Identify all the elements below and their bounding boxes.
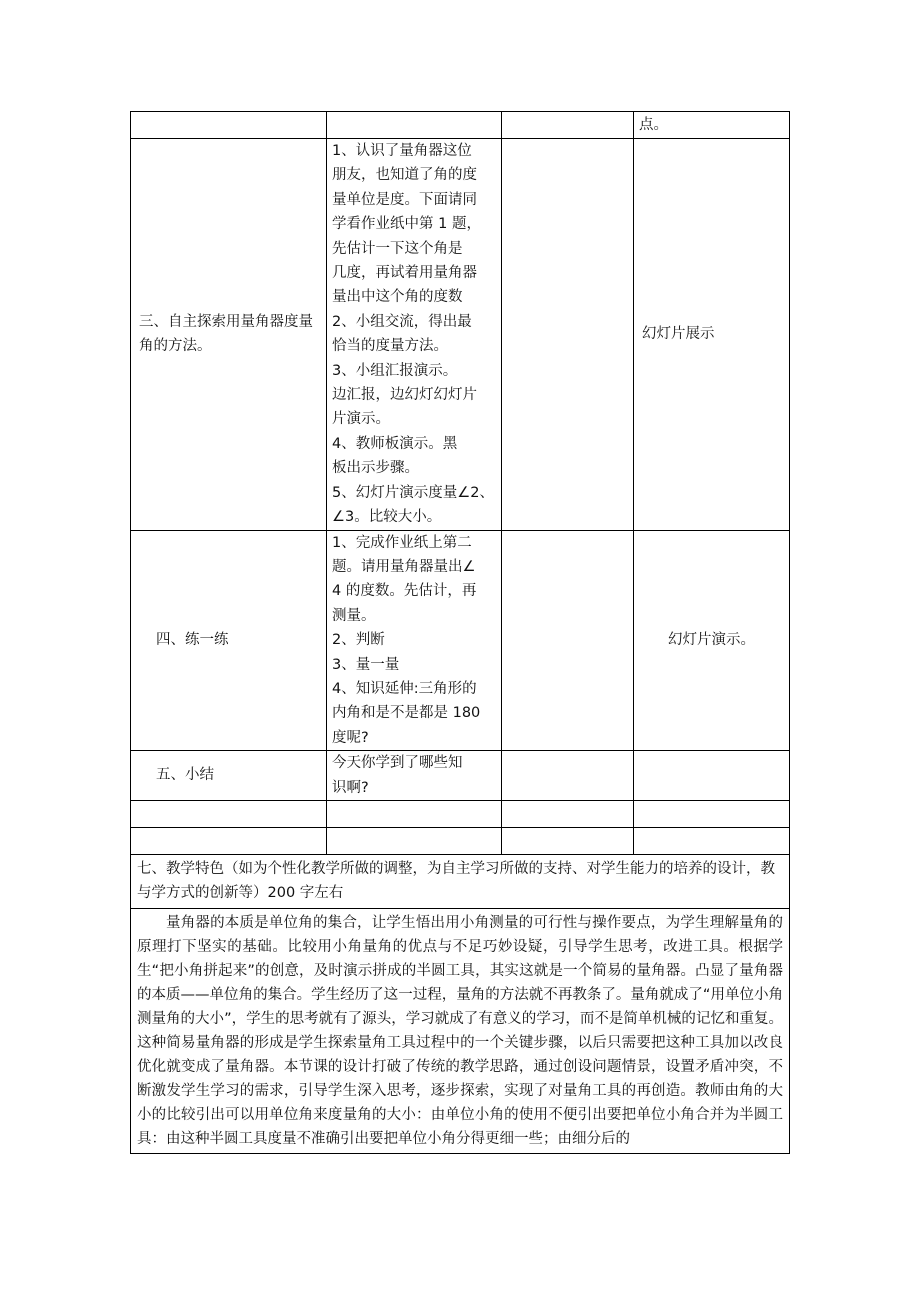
table-row-blank [131, 800, 790, 827]
table-row-section7-heading [131, 854, 790, 908]
cell-empty [634, 751, 790, 801]
table-row-blank [131, 827, 790, 854]
table-row-explore [131, 139, 790, 531]
cell-empty [502, 112, 634, 139]
stage-practice: 四、练一练 [131, 530, 327, 751]
stage-summary: 五、小结 [131, 751, 327, 801]
activities-explore: 1、认识了量角器这位 朋友，也知道了角的度 量单位是度。下面请同 学看作业纸中第 1 题， 先估计一下这个角是 几度，再试着用量角器 量出中这个角的度数 2、小组交流，得出最 恰当的度量方法。 3、小组汇报演示。 边汇报，边幻灯幻灯片 片演示。 4、教师板演示。黑 板出示步骤。 5、幻灯片演示度量∠2、 ∠3。比较大小。 [327, 139, 502, 531]
section7-body: 量角器的本质是单位角的集合，让学生悟出用小角测量的可行性与操作要点，为学生理解量角的原理打下坚实的基础。比较用小角量角的优点与不足巧妙设疑，引导学生思考，改进工具。根据学生“把小角拼起来”的创意，及时演示拼成的半圆工具，其实这就是一个简易的量角器。凸显了量角器的本质——单位角的集合。学生经历了这一过程，量角的方法就不再教条了。量角就成了“用单位小角测量角的大小”，学生的思考就有了源头，学习就成了有意义的学习，而不是简单机械的记忆和重复。这种简易量角器的形成是学生探索量角工具过程中的一个关键步骤，以后只需要把这种工具加以改良优化就变成了量角器。本节课的设计打破了传统的教学思路，通过创设问题情景，设置矛盾冲突，不断激发学生学习的需求，引导学生深入思考，逐步探索，实现了对量角工具的再创造。教师由角的大小的比较引出可以用单位角来度量角的大小：由单位小角的使用不便引出要把单位小角合并为半圆工具：由这种半圆工具度量不准确引出要把单位小角分得更细一些；由细分后的 [131, 908, 790, 1153]
table-row-continuation [131, 112, 790, 139]
cell-empty [327, 827, 502, 854]
media-explore: 幻灯片展示 [634, 139, 790, 531]
stage-explore: 三、自主探索用量角器度量角的方法。 [131, 139, 327, 531]
cell-empty [327, 112, 502, 139]
cell-empty [634, 827, 790, 854]
activities-summary: 今天你学到了哪些知 识啊? [327, 751, 502, 801]
section7-heading: 七、教学特色（如为个性化教学所做的调整，为自主学习所做的支持、对学生能力的培养的设计，教与学方式的创新等）200 字左右 [131, 854, 790, 908]
lesson-plan-table [130, 111, 790, 1154]
table-row-practice [131, 530, 790, 751]
cell-empty [502, 751, 634, 801]
cell-empty [502, 530, 634, 751]
cell-empty [131, 112, 327, 139]
cell-empty [502, 800, 634, 827]
activities-practice: 1、完成作业纸上第二 题。请用量角器量出∠ 4 的度数。先估计，再 测量。 2、判断 3、量一量 4、知识延伸:三角形的 内角和是不是都是 180 度呢? [327, 530, 502, 751]
table-row-section7-body [131, 908, 790, 1153]
cell-continuation-text: 点。 [634, 112, 790, 139]
cell-empty [131, 827, 327, 854]
cell-empty [634, 800, 790, 827]
cell-empty [131, 800, 327, 827]
cell-empty [502, 827, 634, 854]
table-row-summary [131, 751, 790, 801]
cell-empty [327, 800, 502, 827]
cell-empty [502, 139, 634, 531]
media-practice: 幻灯片演示。 [634, 530, 790, 751]
